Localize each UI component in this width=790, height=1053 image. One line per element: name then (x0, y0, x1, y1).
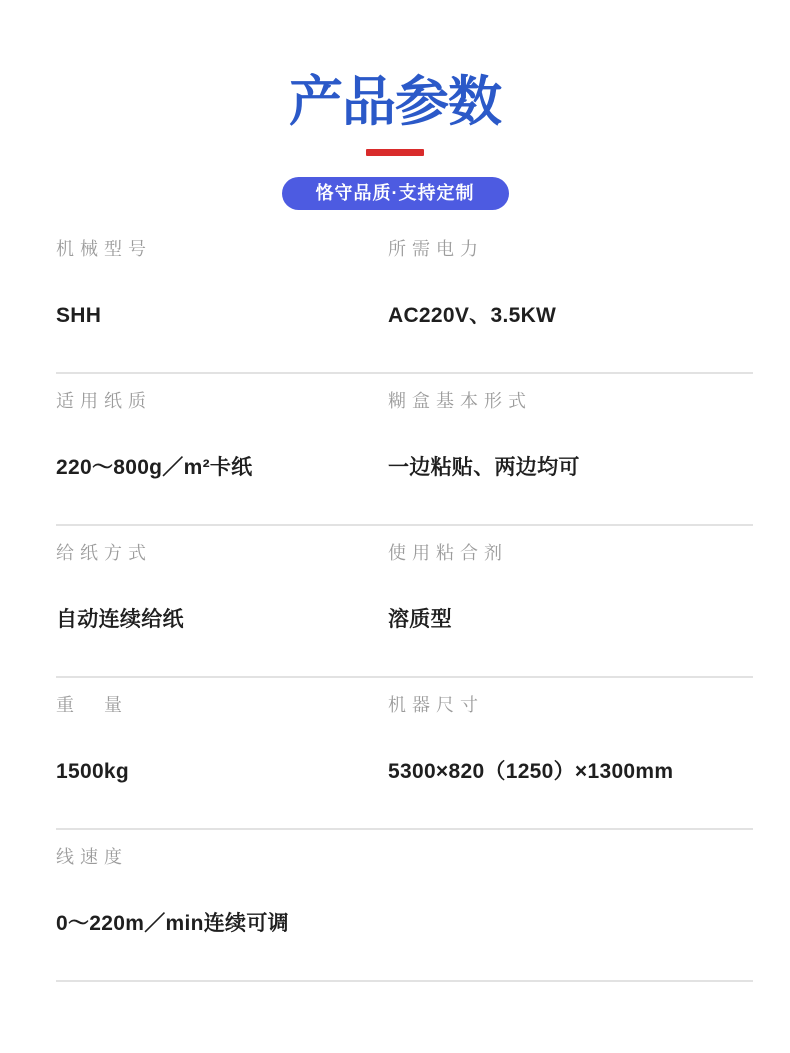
spec-value: SHH (56, 304, 102, 327)
spec-label: 糊盒基本形式 (388, 391, 532, 411)
spec-label: 机械型号 (56, 239, 152, 259)
spec-cell (56, 238, 388, 372)
spec-cell (56, 542, 388, 676)
page-title: 产品参数 (289, 72, 501, 132)
spec-cell (56, 694, 388, 828)
spec-label: 重 量 (56, 695, 128, 715)
spec-value: 自动连续给纸 (56, 608, 184, 631)
spec-value: 1500kg (56, 760, 130, 783)
spec-row (56, 678, 753, 830)
spec-label: 使用粘合剂 (388, 543, 508, 563)
spec-value: AC220V、3.5KW (388, 304, 557, 327)
spec-row (56, 526, 753, 678)
spec-cell (388, 694, 753, 828)
spec-cell (56, 390, 388, 524)
spec-value: 0～220m／min连续可调 (56, 912, 289, 935)
spec-row (56, 830, 753, 982)
spec-label: 线速度 (56, 847, 128, 867)
quality-badge: 恪守品质·支持定制 (282, 177, 509, 210)
spec-label: 适用纸质 (56, 391, 152, 411)
spec-value: 5300×820（1250）×1300mm (388, 760, 674, 783)
spec-cell (388, 542, 753, 676)
spec-label: 所需电力 (388, 239, 484, 259)
spec-cell (388, 238, 753, 372)
spec-label: 机器尺寸 (388, 695, 484, 715)
page-header (0, 0, 790, 210)
spec-cell (388, 390, 753, 524)
spec-row (56, 374, 753, 526)
spec-cell (388, 846, 753, 980)
spec-label: 给纸方式 (56, 543, 152, 563)
spec-value: 一边粘贴、两边均可 (388, 456, 580, 479)
spec-value: 220～800g／m²卡纸 (56, 456, 253, 479)
spec-row (56, 222, 753, 374)
spec-value: 溶质型 (388, 608, 452, 631)
accent-underline (366, 149, 424, 156)
spec-table (56, 222, 753, 982)
spec-cell (56, 846, 388, 980)
